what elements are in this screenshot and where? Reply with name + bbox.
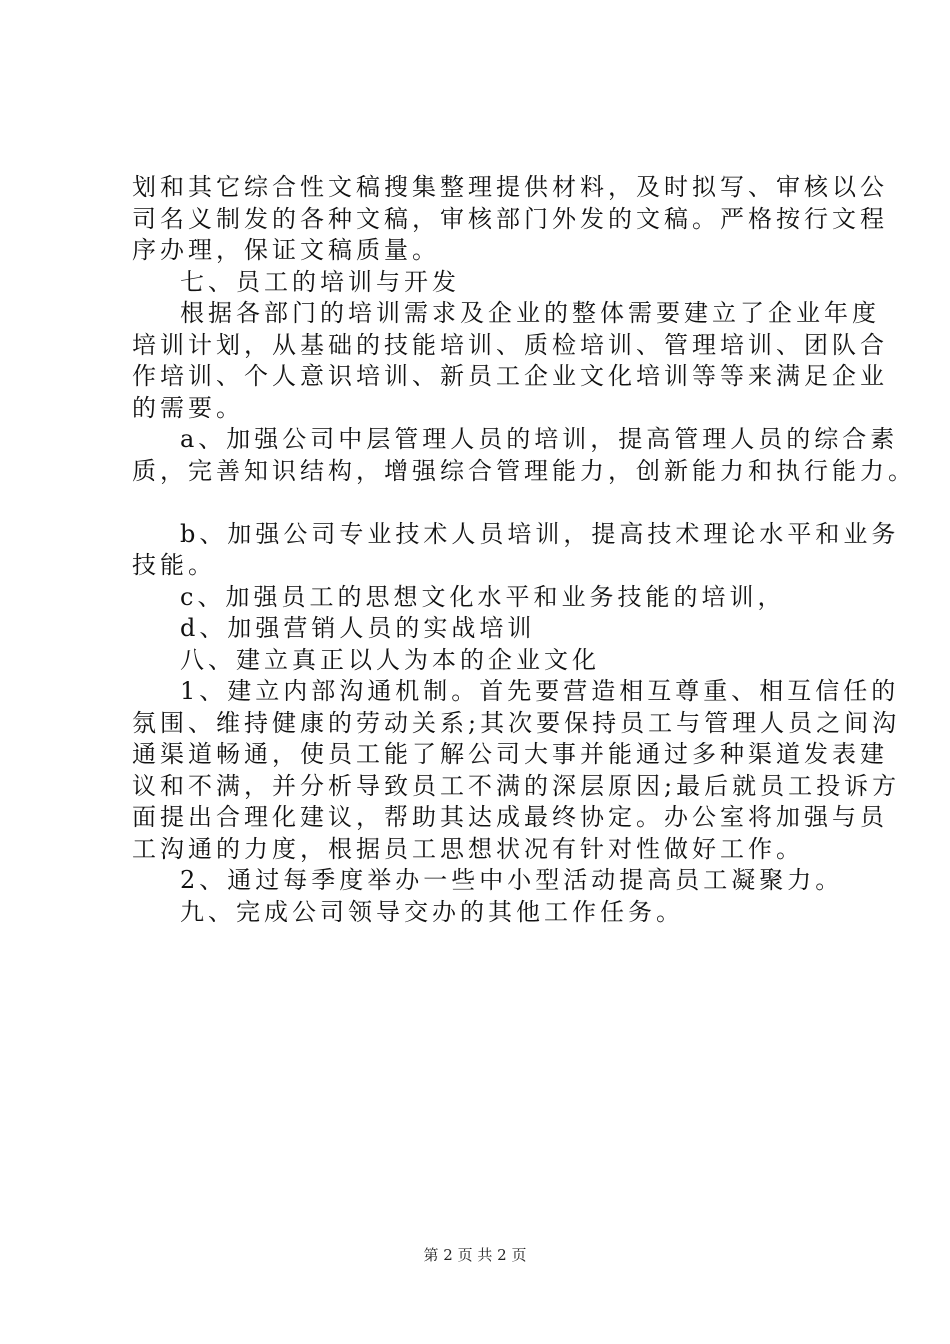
body-line: 培训计划，从基础的技能培训、质检培训、管理培训、团队合 [132, 330, 888, 359]
body-line: 根据各部门的培训需求及企业的整体需要建立了企业年度 [180, 299, 880, 327]
body-line: 的需要。 [132, 393, 244, 422]
section-heading-7: 七、员工的培训与开发 [180, 267, 460, 296]
body-line: 议和不满，并分析导致员工不满的深层原因;最后就员工投诉方 [132, 771, 901, 800]
page-number: 第 2 页 共 2 页 [423, 1246, 527, 1264]
body-line: 工沟通的力度，根据员工思想状况有针对性做好工作。 [132, 834, 804, 863]
body-line: 序办理，保证文稿质量。 [132, 236, 440, 264]
section-heading-9: 九、完成公司领导交办的其他工作任务。 [180, 897, 684, 926]
list-item-d: d、加强营销人员的实战培训 [180, 614, 536, 642]
body-line: 面提出合理化建议，帮助其达成最终协定。办公室将加强与员 [132, 803, 888, 831]
body-line: 技能。 [132, 551, 216, 579]
section-heading-8: 八、建立真正以人为本的企业文化 [180, 645, 600, 674]
list-item-2: 2、通过每季度举办一些中小型活动提高员工凝聚力。 [180, 866, 844, 894]
list-item-a: a、加强公司中层管理人员的培训，提高管理人员的综合素 [180, 425, 899, 453]
body-line: 质，完善知识结构，增强综合管理能力，创新能力和执行能力。 [132, 456, 916, 485]
list-item-b: b、加强公司专业技术人员培训，提高技术理论水平和业务 [180, 519, 900, 548]
body-line: 作培训、个人意识培训、新员工企业文化培训等等来满足企业 [132, 362, 888, 390]
body-line: 氛围、维持健康的劳动关系;其次要保持员工与管理人员之间沟 [132, 708, 901, 737]
body-line: 通渠道畅通，使员工能了解公司大事并能通过多种渠道发表建 [132, 740, 888, 768]
list-item-1: 1、建立内部沟通机制。首先要营造相互尊重、相互信任的 [180, 677, 900, 705]
list-item-c: c、加强员工的思想文化水平和业务技能的培训， [180, 582, 786, 611]
body-line: 司名义制发的各种文稿，审核部门外发的文稿。严格按行文程 [132, 204, 888, 233]
paragraph-gap [132, 487, 840, 519]
document-body [132, 172, 916, 928]
body-line: 划和其它综合性文稿搜集整理提供材料，及时拟写、审核以公 [132, 173, 888, 201]
